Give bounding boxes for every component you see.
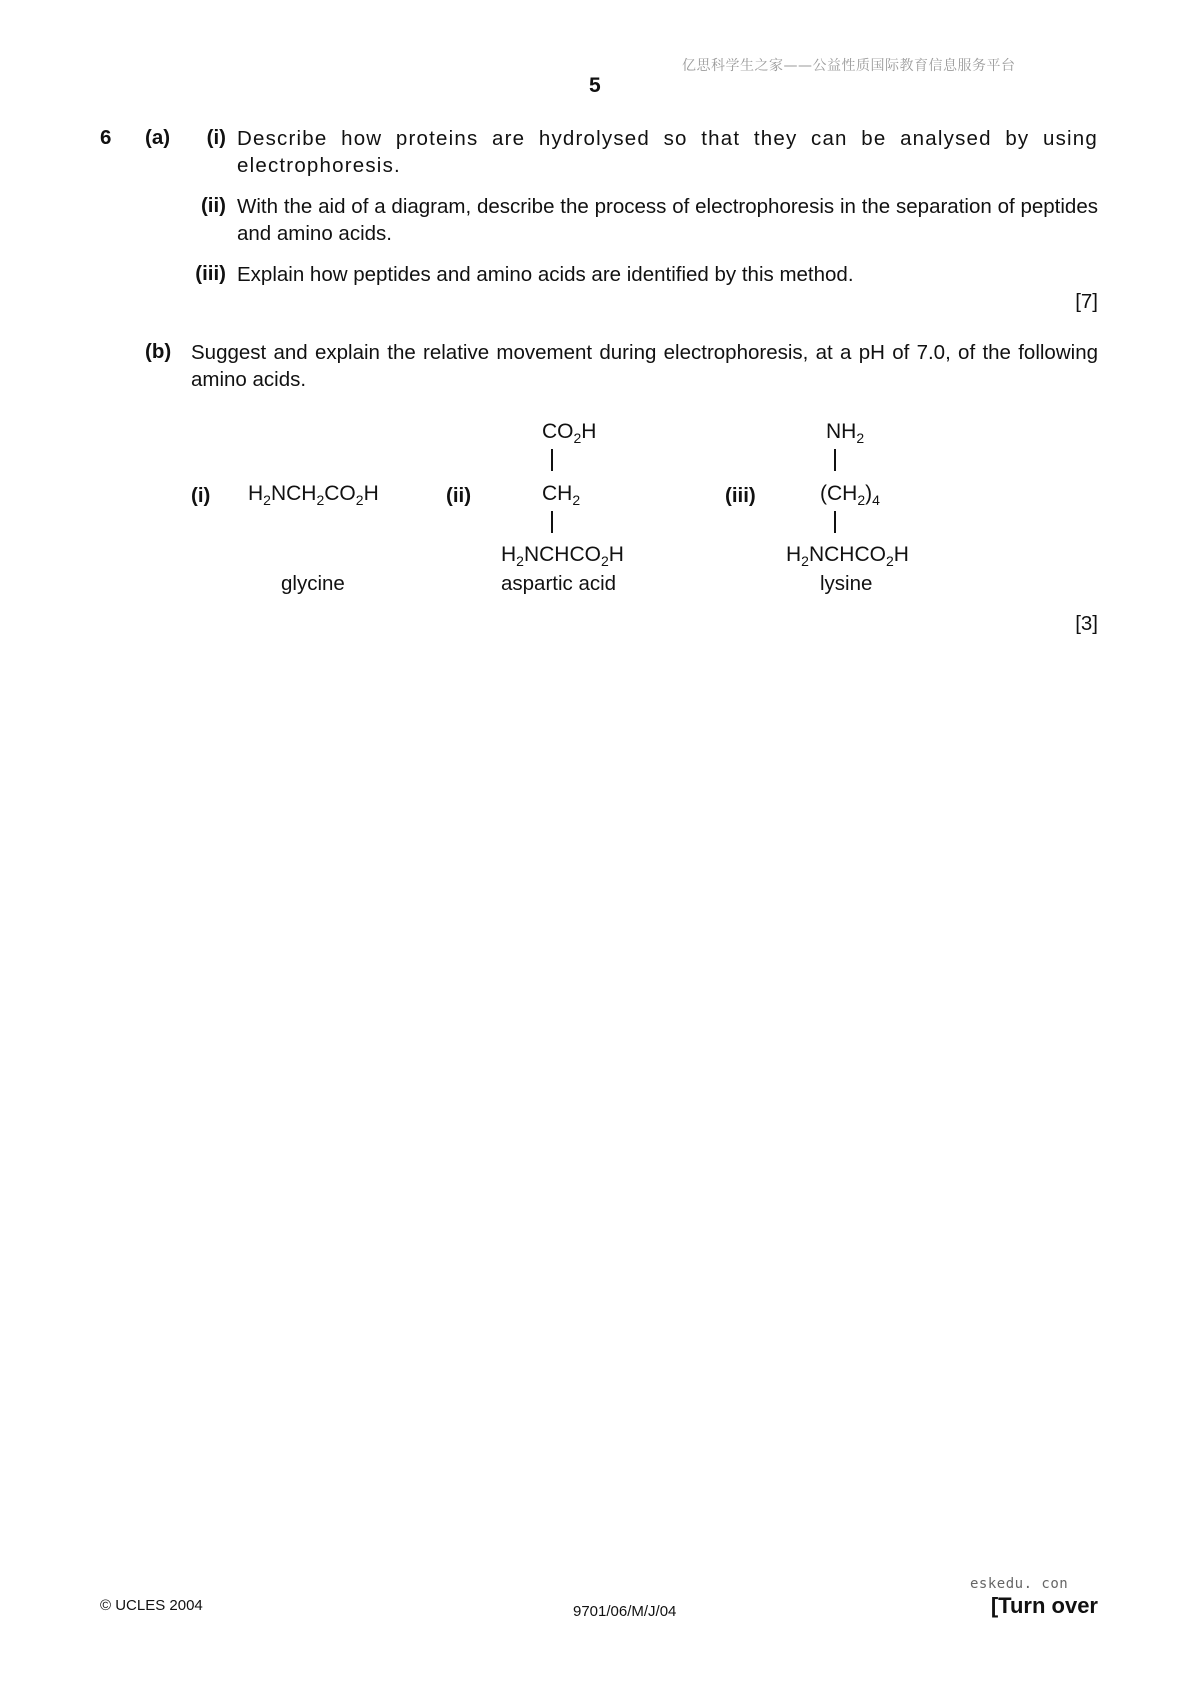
aspartic-bond-bottom <box>551 511 553 533</box>
page-number: 5 <box>589 74 601 97</box>
exam-code: 9701/06/M/J/04 <box>573 1603 677 1620</box>
amino-acid-ii-label: (ii) <box>446 484 472 507</box>
part-a-ii-label: (ii) <box>200 194 226 217</box>
lysine-backbone: $H_2NCHCO_2H$ <box>786 543 909 569</box>
part-a-label: (a) <box>145 126 171 149</box>
lysine-side-group: $NH_2$ <box>826 420 865 446</box>
part-a-ii-text: With the aid of a diagram, describe the process of electrophoresis in the separation of peptides and amino acids. <box>237 195 1098 245</box>
aspartic-ch2: $CH_2$ <box>542 482 581 508</box>
lysine-bond-bottom <box>834 511 836 533</box>
part-b-marks: [3] <box>1075 612 1098 635</box>
part-a-i-text: Describe how proteins are hydrolysed so that they can be analysed by using electrophoresis. <box>237 127 1098 177</box>
aspartic-backbone: $H_2NCHCO_2H$ <box>501 543 624 569</box>
lysine-name: lysine <box>820 572 873 595</box>
glycine-name: glycine <box>281 572 345 595</box>
part-b-text: Suggest and explain the relative movement during electrophoresis, at a pH of 7.0, of the following amino acids. <box>191 341 1098 391</box>
question-number: 6 <box>100 126 112 149</box>
copyright: © UCLES 2004 <box>100 1597 203 1614</box>
lysine-chain: $(CH_2)_4$ <box>820 482 880 508</box>
footer-watermark: eskedu. con <box>970 1576 1069 1592</box>
turn-over: [Turn over <box>990 1593 1098 1618</box>
part-a-iii-label: (iii) <box>195 262 226 285</box>
header-watermark: 亿思科学生之家——公益性质国际教育信息服务平台 <box>682 58 1016 74</box>
aspartic-bond-top <box>551 449 553 471</box>
part-a-iii-text: Explain how peptides and amino acids are identified by this method. <box>237 263 854 286</box>
part-a-marks: [7] <box>1075 290 1098 313</box>
aspartic-acid-name: aspartic acid <box>501 572 617 595</box>
aspartic-side-group: $CO_2H$ <box>542 420 597 446</box>
glycine-formula: $H_2NCH_2CO_2H$ <box>248 482 379 508</box>
amino-acid-i-label: (i) <box>191 484 211 507</box>
part-b-label: (b) <box>145 340 172 363</box>
amino-acid-iii-label: (iii) <box>725 484 756 507</box>
lysine-bond-top <box>834 449 836 471</box>
part-a-i-label: (i) <box>206 126 226 149</box>
